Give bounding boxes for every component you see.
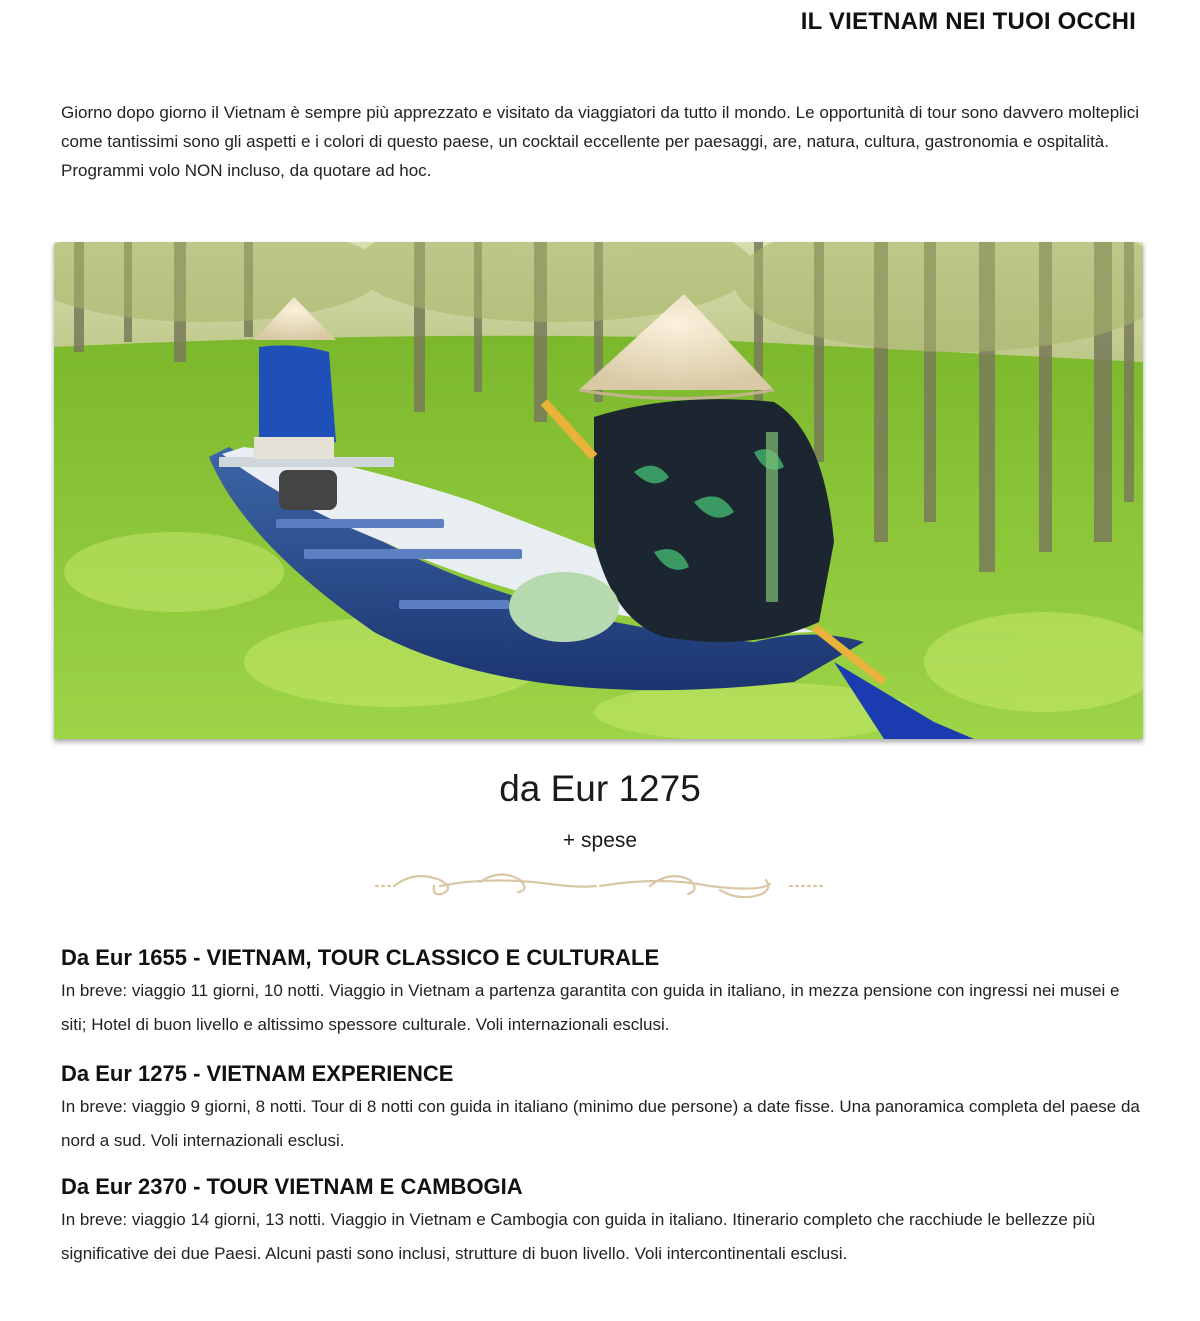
intro-paragraph: Giorno dopo giorno il Vietnam è sempre più apprezzato e visitato da viaggiatori da tutto il mondo. Le opportunità di tour sono davvero molteplici come tantissimi sono gli aspetti e i colori di questo paese, un cocktail eccellente per paesaggi, are, natura, cultura, gastronomia e ospitalità.: [61, 103, 1139, 151]
intro-note: Programmi volo NON incluso, da quotare ad hoc.: [61, 161, 432, 180]
tour-title[interactable]: Da Eur 1275 - VIETNAM EXPERIENCE: [61, 1061, 454, 1086]
tour-description: In breve: viaggio 11 giorni, 10 notti. Viaggio in Vietnam a partenza garantita con guida in italiano, in mezza pensione con ingressi nei musei e siti; Hotel di buon livello e altissimo spessore culturale. Voli internazionali esclusi.: [61, 981, 1120, 1034]
intro-text: [61, 98, 1139, 185]
price-extra: + spese: [562, 829, 638, 852]
tour-title[interactable]: Da Eur 1655 - VIETNAM, TOUR CLASSICO E CULTURALE: [61, 945, 660, 970]
price-main: da Eur 1275: [499, 768, 701, 809]
tour-description: In breve: viaggio 14 giorni, 13 notti. Viaggio in Vietnam e Cambogia con guida in italiano. Itinerario completo che racchiude le bellezze più significative dei due Paesi. Alcuni pasti sono inclusi, strutture di buon livello. Voli intercontinentali esclusi.: [61, 1210, 1096, 1263]
tour-item: [61, 1060, 1141, 1158]
ornament-divider: [370, 862, 830, 910]
page-title: IL VIETNAM NEI TUOI OCCHI: [800, 8, 1136, 35]
hero-image: [54, 242, 1143, 739]
tour-item: [61, 944, 1141, 1042]
tour-title[interactable]: Da Eur 2370 - TOUR VIETNAM E CAMBOGIA: [61, 1174, 523, 1199]
tour-item: [61, 1173, 1141, 1271]
tour-description: In breve: viaggio 9 giorni, 8 notti. Tour di 8 notti con guida in italiano (minimo due persone) a date fisse. Una panoramica completa del paese da nord a sud. Voli internazionali esclusi.: [61, 1097, 1140, 1150]
